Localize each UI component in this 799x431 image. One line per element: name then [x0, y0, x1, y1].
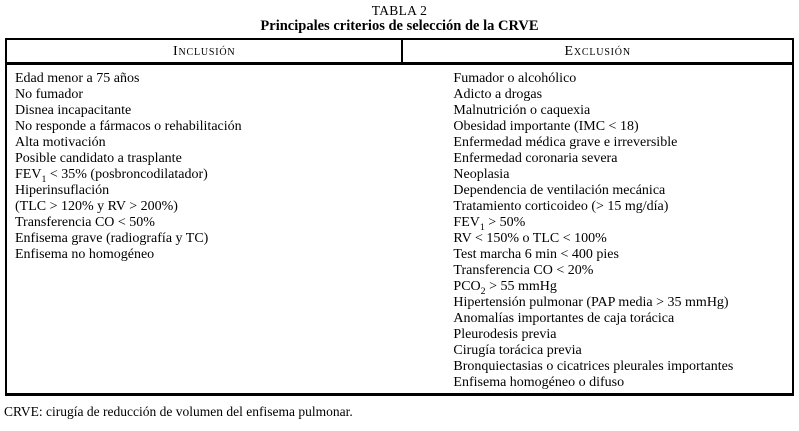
criteria-item: No responde a fármacos o rehabilitación	[15, 119, 242, 134]
criteria-item: Bronquiectasias o cicatrices pleurales importantes	[453, 359, 734, 374]
criteria-item: Obesidad importante (IMC < 18)	[453, 119, 639, 134]
table-title: Principales criterios de selección de la CRVE	[260, 18, 539, 34]
criteria-item: Cirugía torácica previa	[453, 343, 582, 358]
criteria-item: RV < 150% o TLC < 100%	[453, 231, 607, 246]
criteria-item: Anomalías importantes de caja torácica	[453, 311, 675, 326]
criteria-table	[5, 38, 794, 396]
table-footnote: CRVE: cirugía de reducción de volumen del enfisema pulmonar.	[4, 404, 353, 419]
criteria-item: $PCO_2 > 55$ mmHg	[453, 279, 557, 297]
criteria-item: Disnea incapacitante	[15, 103, 132, 118]
criteria-item: Edad menor a 75 años	[15, 71, 140, 86]
criteria-item: Neoplasia	[453, 167, 510, 182]
column-header-exclusion: Exclusión	[564, 44, 631, 59]
criteria-item: No fumador	[15, 87, 84, 102]
criteria-item: (TLC > 120% y RV > 200%)	[15, 199, 178, 214]
criteria-item: Dependencia de ventilación mecánica	[453, 183, 666, 198]
table-body	[5, 65, 794, 396]
criteria-item: Enfermedad médica grave e irreversible	[453, 135, 678, 150]
table-number-label: TABLA 2	[371, 3, 428, 18]
criteria-item: Enfermedad coronaria severa	[453, 151, 618, 166]
criteria-item: Alta motivación	[15, 135, 106, 150]
criteria-item: Malnutrición o caquexia	[453, 103, 591, 118]
criteria-item: Enfisema homogéneo o difuso	[453, 375, 625, 390]
criteria-item: Posible candidato a trasplante	[15, 151, 182, 166]
criteria-item: Hiperinsuflación	[15, 183, 110, 198]
table-caption	[0, 3, 799, 34]
criteria-item: Pleurodesis previa	[453, 327, 557, 342]
criteria-item: Hipertensión pulmonar (PAP media > 35 mmHg)	[453, 295, 729, 310]
exclusion-column	[403, 65, 792, 393]
table-header-row	[5, 38, 794, 65]
criteria-item: Transferencia CO < 20%	[453, 263, 594, 278]
criteria-item: Transferencia CO < 50%	[15, 215, 155, 230]
inclusion-column	[7, 65, 403, 265]
criteria-item: Fumador o alcohólico	[453, 71, 577, 86]
criteria-item: Tratamiento corticoideo (> 15 mg/día)	[453, 199, 669, 214]
criteria-item: $FEV_1 > 50\%$	[453, 215, 526, 233]
criteria-item: Enfisema grave (radiografía y TC)	[15, 231, 209, 246]
criteria-item: Test marcha 6 min < 400 pies	[453, 247, 619, 262]
column-header-inclusion: Inclusión	[7, 40, 403, 62]
criteria-item: Enfisema no homogéneo	[15, 247, 155, 262]
criteria-item: Adicto a drogas	[453, 87, 543, 102]
criteria-item: $FEV_1 < 35\%$ (posbroncodilatador)	[15, 167, 208, 185]
